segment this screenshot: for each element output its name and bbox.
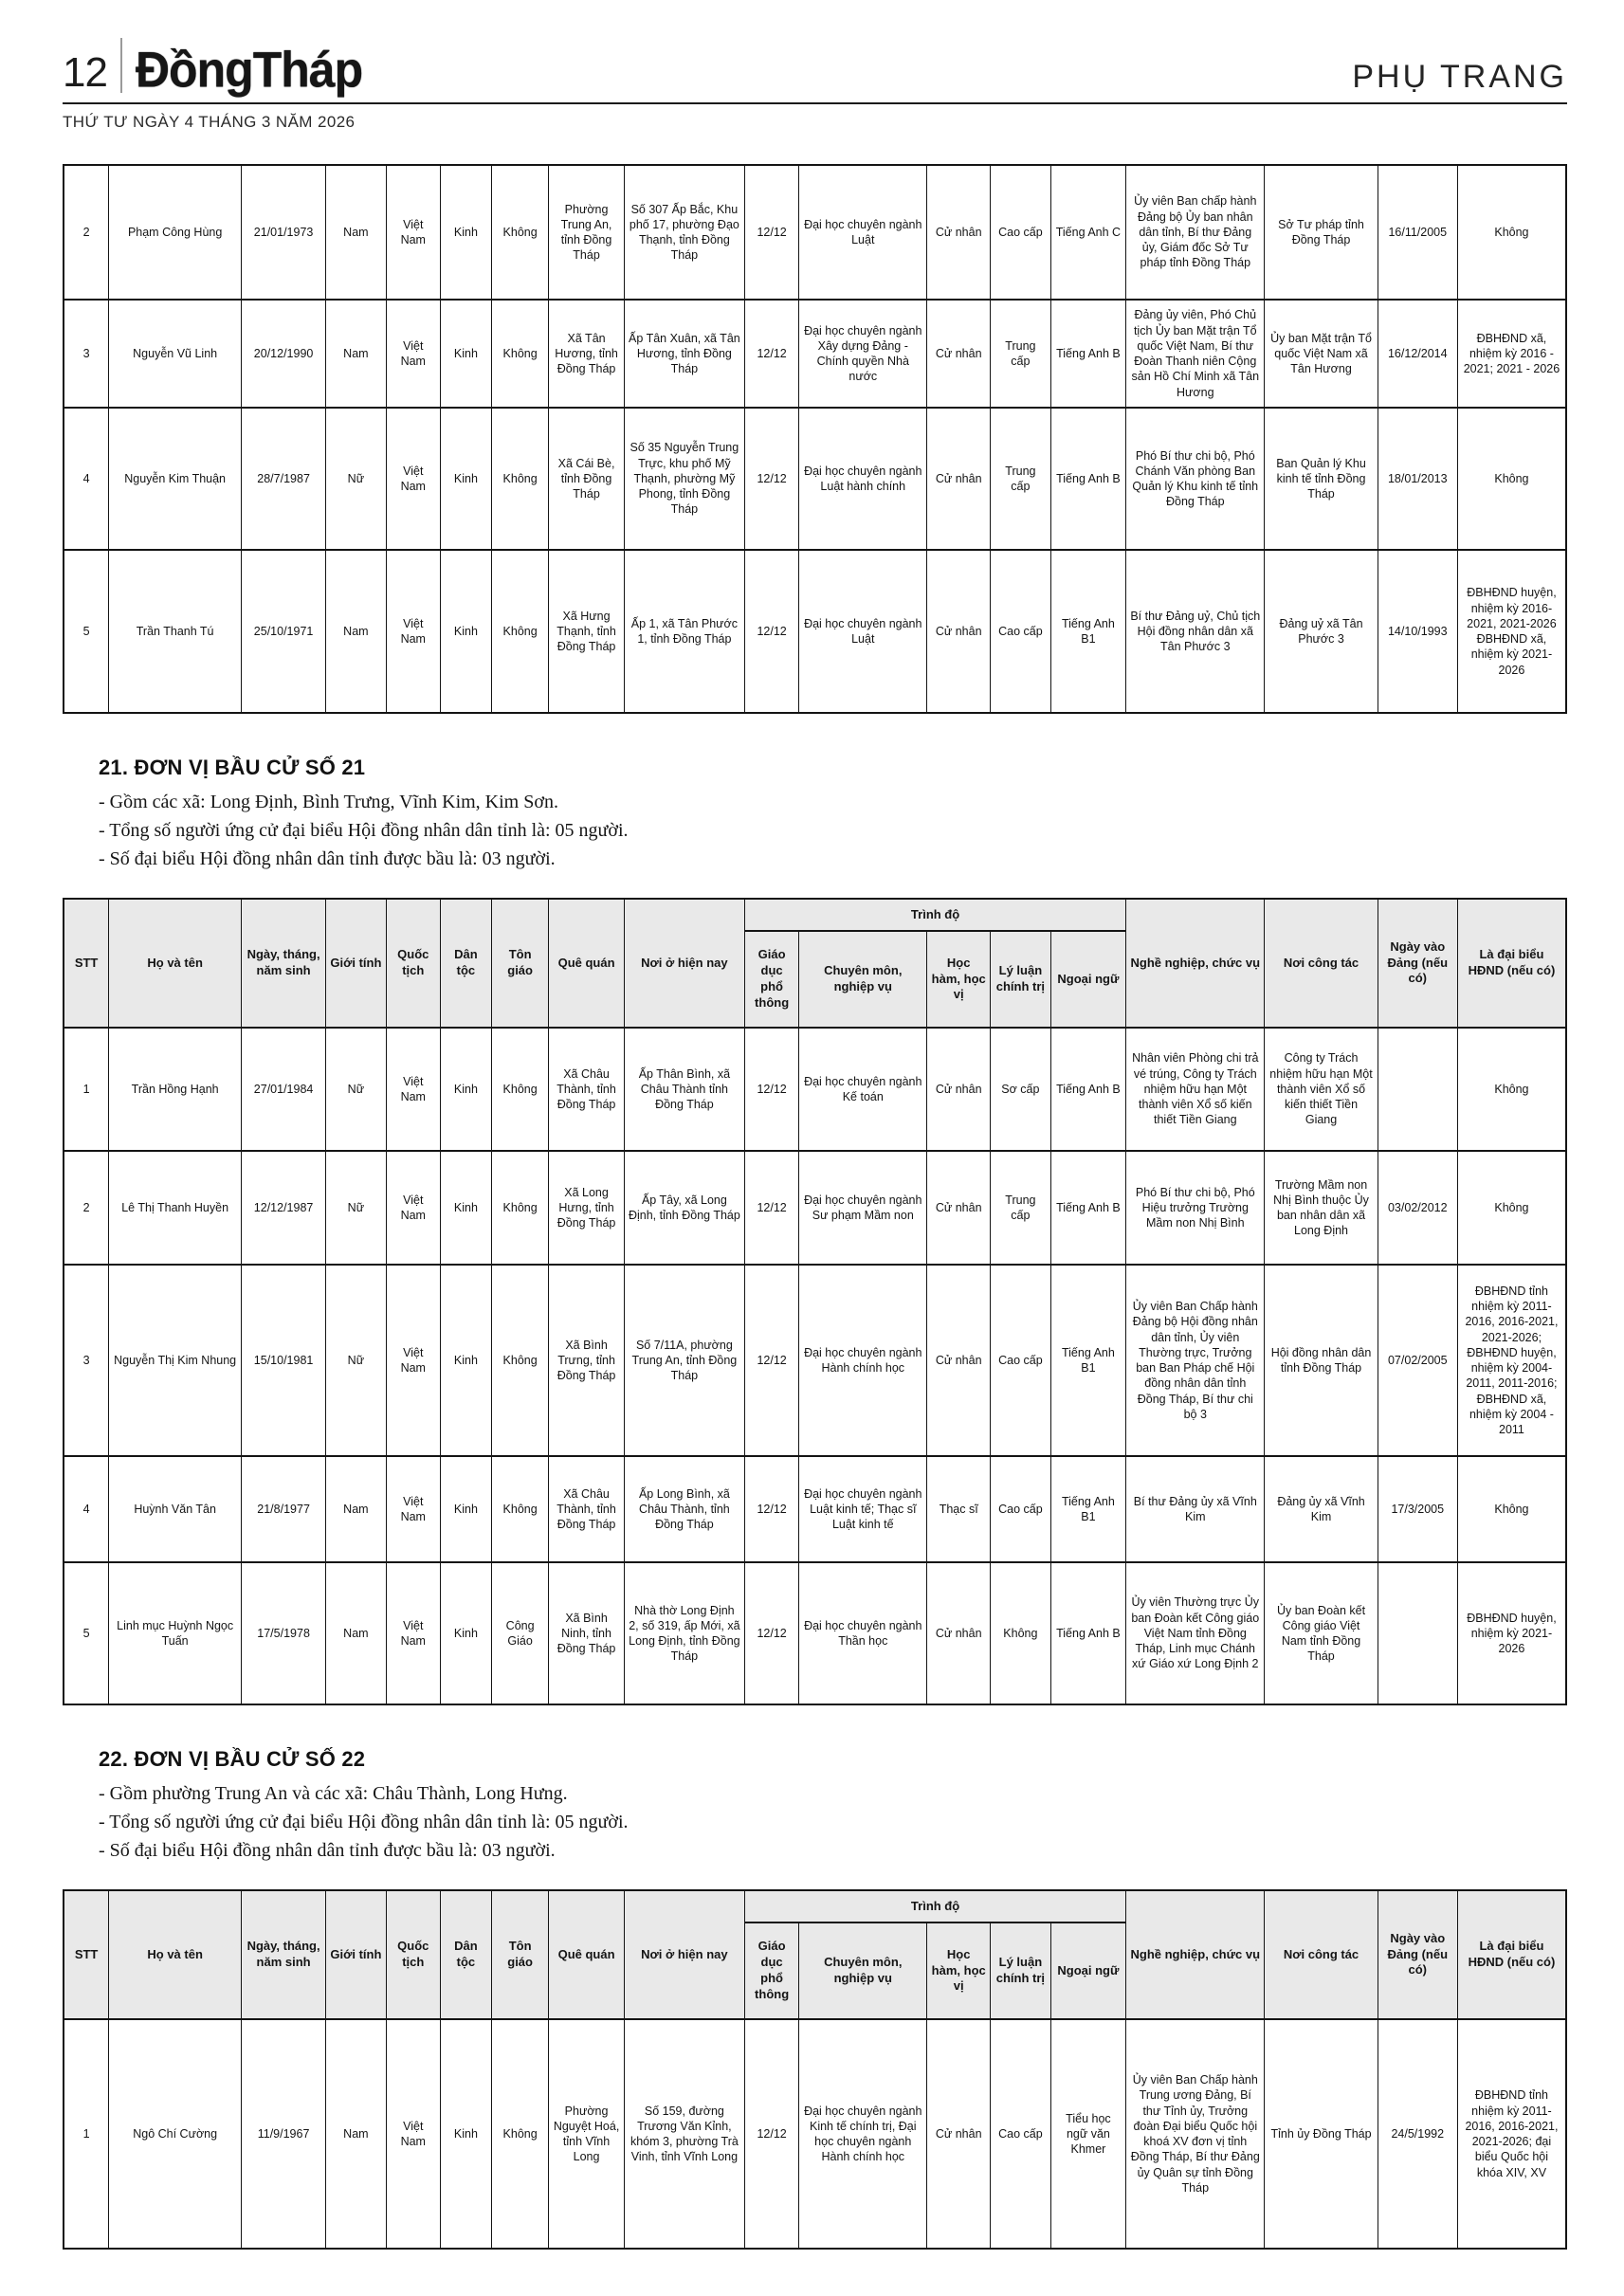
- table-cell: Không: [491, 300, 548, 408]
- issue-date: THỨ TƯ NGÀY 4 THÁNG 3 NĂM 2026: [63, 113, 356, 131]
- table-cell: Ấp Tân Xuân, xã Tân Hương, tỉnh Đồng Tháp: [624, 300, 744, 408]
- table-cell: Tỉnh ủy Đồng Tháp: [1265, 2019, 1378, 2249]
- table-cell: 12/12: [744, 1028, 798, 1151]
- table-row: [64, 300, 1566, 408]
- table-cell: Không: [491, 1028, 548, 1151]
- table-cell: Trung cấp: [991, 408, 1051, 550]
- table-cell: Nguyễn Kim Thuận: [109, 408, 242, 550]
- table-cell: ĐBHĐND xã, nhiệm kỳ 2016 - 2021; 2021 - 2026: [1457, 300, 1566, 408]
- table-cell: 18/01/2013: [1378, 408, 1457, 550]
- table-cell: Không: [491, 1456, 548, 1562]
- table-cell: 12/12: [744, 1562, 798, 1704]
- table-cell: Nam: [326, 550, 387, 713]
- table-cell: 5: [64, 1562, 109, 1704]
- table-cell: Kinh: [440, 550, 491, 713]
- section-21-title: 21. ĐƠN VỊ BẦU CỬ SỐ 21: [99, 756, 366, 779]
- column-header: Quốc tịch: [386, 1890, 440, 2019]
- table-cell: Việt Nam: [386, 2019, 440, 2249]
- table-cell: Ủy ban Mặt trận Tổ quốc Việt Nam xã Tân Hương: [1265, 300, 1378, 408]
- table-cell: Xã Châu Thành, tỉnh Đồng Tháp: [549, 1456, 624, 1562]
- unit-22-table-header: [64, 1890, 1566, 2019]
- table-cell: [1378, 1028, 1457, 1151]
- table-cell: Sơ cấp: [991, 1028, 1051, 1151]
- table-cell: Xã Bình Trưng, tỉnh Đồng Tháp: [549, 1265, 624, 1456]
- table-cell: Ngô Chí Cường: [109, 2019, 242, 2249]
- candidate-table-continued: [63, 164, 1567, 714]
- column-subheader: Ngoại ngữ: [1050, 1922, 1125, 2019]
- table-cell: Đại học chuyên ngành Luật: [799, 550, 927, 713]
- table-cell: Không: [1457, 1151, 1566, 1265]
- table-cell: 12/12: [744, 165, 798, 300]
- table-cell: ĐBHĐND tỉnh nhiệm kỳ 2011-2016, 2016-2021, 2021-2026; đại biểu Quốc hội khóa XIV, XV: [1457, 2019, 1566, 2249]
- section-21-bullet-candidates: - Tổng số người ứng cử đại biểu Hội đồng nhân dân tỉnh là: 05 người.: [99, 820, 629, 841]
- column-group-header: Trình độ: [744, 899, 1125, 931]
- table-row: [64, 1562, 1566, 1704]
- table-cell: Kinh: [440, 300, 491, 408]
- table-cell: ĐBHĐND huyện, nhiệm kỳ 2016-2021, 2021-2026 ĐBHĐND xã, nhiệm kỳ 2021-2026: [1457, 550, 1566, 713]
- table-cell: Không: [991, 1562, 1051, 1704]
- table-cell: 15/10/1981: [242, 1265, 326, 1456]
- table-cell: Không: [491, 2019, 548, 2249]
- table-cell: Nữ: [326, 408, 387, 550]
- unit-21-candidate-table: [63, 898, 1567, 1705]
- table-cell: Bí thư Đảng ủy xã Vĩnh Kim: [1126, 1456, 1265, 1562]
- section-22-bullet-seats: - Số đại biểu Hội đồng nhân dân tỉnh được bầu là: 03 người.: [99, 1840, 556, 1861]
- table-cell: Nhân viên Phòng chi trả vé trúng, Công ty Trách nhiệm hữu hạn Một thành viên Xổ số kiến thiết Tiền Giang: [1126, 1028, 1265, 1151]
- column-header: Dân tộc: [440, 899, 491, 1028]
- table-cell: Kinh: [440, 1151, 491, 1265]
- table-row: [64, 1456, 1566, 1562]
- table-cell: Kinh: [440, 1456, 491, 1562]
- table-cell: 07/02/2005: [1378, 1265, 1457, 1456]
- table-cell: Huỳnh Văn Tân: [109, 1456, 242, 1562]
- table-cell: ĐBHĐND tỉnh nhiệm kỳ 2011-2016, 2016-2021, 2021-2026; ĐBHĐND huyện, nhiệm kỳ 2004-2011, 2011-2016; ĐBHĐND xã, nhiệm kỳ 2004 - 2011: [1457, 1265, 1566, 1456]
- section-22-bullet-candidates: - Tổng số người ứng cử đại biểu Hội đồng nhân dân tỉnh là: 05 người.: [99, 1812, 629, 1832]
- section-21-bullet-seats: - Số đại biểu Hội đồng nhân dân tỉnh được bầu là: 03 người.: [99, 848, 556, 869]
- table-row: [64, 1028, 1566, 1151]
- table-cell: Tiếng Anh C: [1050, 165, 1125, 300]
- table-cell: Nữ: [326, 1151, 387, 1265]
- table-cell: Không: [491, 165, 548, 300]
- column-header: Nơi công tác: [1265, 899, 1378, 1028]
- table-cell: Phó Bí thư chi bộ, Phó Hiệu trưởng Trường Mầm non Nhị Bình: [1126, 1151, 1265, 1265]
- table-cell: Trung cấp: [991, 1151, 1051, 1265]
- table-cell: Xã Bình Ninh, tỉnh Đồng Tháp: [549, 1562, 624, 1704]
- table-cell: 21/01/1973: [242, 165, 326, 300]
- column-header: Nơi ở hiện nay: [624, 1890, 744, 2019]
- table-cell: Xã Châu Thành, tỉnh Đồng Tháp: [549, 1028, 624, 1151]
- table-cell: Số 159, đường Trương Văn Kỉnh, khóm 3, phường Trà Vinh, tỉnh Vĩnh Long: [624, 2019, 744, 2249]
- column-header: Là đại biểu HĐND (nếu có): [1457, 899, 1566, 1028]
- table-cell: Ấp 1, xã Tân Phước 1, tỉnh Đồng Tháp: [624, 550, 744, 713]
- column-subheader: Học hàm, học vị: [927, 1922, 991, 2019]
- table-cell: Không: [1457, 165, 1566, 300]
- table-cell: Việt Nam: [386, 1456, 440, 1562]
- table-cell: Linh mục Huỳnh Ngọc Tuấn: [109, 1562, 242, 1704]
- table-cell: Nguyễn Vũ Linh: [109, 300, 242, 408]
- column-header: Dân tộc: [440, 1890, 491, 2019]
- table-cell: Tiếng Anh B: [1050, 300, 1125, 408]
- table-cell: Tiếng Anh B: [1050, 1562, 1125, 1704]
- table-cell: Công Giáo: [491, 1562, 548, 1704]
- table-cell: 28/7/1987: [242, 408, 326, 550]
- table-cell: Hội đồng nhân dân tỉnh Đồng Tháp: [1265, 1265, 1378, 1456]
- unit-22-candidate-table: [63, 1889, 1567, 2250]
- table-cell: Tiểu học ngữ văn Khmer: [1050, 2019, 1125, 2249]
- brand-logo: ĐồngTháp: [135, 42, 363, 99]
- table-cell: Ủy viên Thường trực Ủy ban Đoàn kết Công giáo Việt Nam tỉnh Đồng Tháp, Linh mục Chánh xứ Giáo xứ Long Định 2: [1126, 1562, 1265, 1704]
- table-cell: Tiếng Anh B1: [1050, 1265, 1125, 1456]
- section-22-bullet-communes: - Gồm phường Trung An và các xã: Châu Thành, Long Hưng.: [99, 1783, 568, 1804]
- table-cell: Nữ: [326, 1028, 387, 1151]
- table-cell: Cử nhân: [927, 1151, 991, 1265]
- table-cell: 17/3/2005: [1378, 1456, 1457, 1562]
- column-subheader: Giáo dục phổ thông: [744, 931, 798, 1028]
- table-cell: Cử nhân: [927, 1562, 991, 1704]
- table-cell: Xã Long Hưng, tỉnh Đồng Tháp: [549, 1151, 624, 1265]
- table-cell: Nam: [326, 165, 387, 300]
- table-cell: 1: [64, 1028, 109, 1151]
- table-cell: 2: [64, 165, 109, 300]
- table-cell: Nữ: [326, 1265, 387, 1456]
- table-cell: Ủy ban Đoàn kết Công giáo Việt Nam tỉnh Đồng Tháp: [1265, 1562, 1378, 1704]
- table-cell: Trần Thanh Tú: [109, 550, 242, 713]
- table-cell: Sở Tư pháp tỉnh Đồng Tháp: [1265, 165, 1378, 300]
- table-cell: Số 307 Ấp Bắc, Khu phố 17, phường Đạo Thạnh, tỉnh Đồng Tháp: [624, 165, 744, 300]
- column-header: STT: [64, 899, 109, 1028]
- table-cell: Bí thư Đảng uỷ, Chủ tịch Hội đồng nhân dân xã Tân Phước 3: [1126, 550, 1265, 713]
- table-cell: Đại học chuyên ngành Kế toán: [799, 1028, 927, 1151]
- column-header: Giới tính: [326, 899, 387, 1028]
- table-cell: 12/12: [744, 408, 798, 550]
- table-cell: Đại học chuyên ngành Hành chính học: [799, 1265, 927, 1456]
- table-cell: 12/12/1987: [242, 1151, 326, 1265]
- table-cell: Việt Nam: [386, 1265, 440, 1456]
- table-cell: Không: [1457, 408, 1566, 550]
- table-cell: 27/01/1984: [242, 1028, 326, 1151]
- table-row: [64, 1265, 1566, 1456]
- table-cell: Đại học chuyên ngành Thần học: [799, 1562, 927, 1704]
- table-cell: Việt Nam: [386, 1562, 440, 1704]
- table-cell: Không: [1457, 1028, 1566, 1151]
- column-header: Ngày, tháng, năm sinh: [242, 899, 326, 1028]
- table-cell: Lê Thị Thanh Huyền: [109, 1151, 242, 1265]
- table-cell: Tiếng Anh B1: [1050, 550, 1125, 713]
- table-cell: Việt Nam: [386, 408, 440, 550]
- table-cell: Không: [491, 1151, 548, 1265]
- table-cell: Tiếng Anh B1: [1050, 1456, 1125, 1562]
- table-cell: Trung cấp: [991, 300, 1051, 408]
- section-21-bullet-communes: - Gồm các xã: Long Định, Bình Trưng, Vĩnh Kim, Kim Sơn.: [99, 792, 558, 812]
- table-cell: Trường Mầm non Nhị Bình thuộc Ủy ban nhân dân xã Long Định: [1265, 1151, 1378, 1265]
- unit-22-table-body: [64, 2019, 1566, 2249]
- table-cell: Phạm Công Hùng: [109, 165, 242, 300]
- table-cell: Cử nhân: [927, 408, 991, 550]
- masthead-left: [63, 38, 363, 99]
- table-cell: 12/12: [744, 2019, 798, 2249]
- table-cell: 12/12: [744, 1456, 798, 1562]
- table-cell: Đại học chuyên ngành Xây dựng Đảng - Chính quyền Nhà nước: [799, 300, 927, 408]
- table-cell: Kinh: [440, 408, 491, 550]
- column-header: Giới tính: [326, 1890, 387, 2019]
- table-row: [64, 2019, 1566, 2249]
- table-cell: Cao cấp: [991, 165, 1051, 300]
- table-cell: 5: [64, 550, 109, 713]
- table-row: [64, 1151, 1566, 1265]
- table-cell: Tiếng Anh B: [1050, 408, 1125, 550]
- table-cell: 14/10/1993: [1378, 550, 1457, 713]
- table-cell: Nam: [326, 300, 387, 408]
- column-group-header: Trình độ: [744, 1890, 1125, 1922]
- table-cell: Kinh: [440, 2019, 491, 2249]
- table-cell: Ấp Tây, xã Long Định, tỉnh Đồng Tháp: [624, 1151, 744, 1265]
- table-cell: 16/12/2014: [1378, 300, 1457, 408]
- table-cell: Trần Hồng Hạnh: [109, 1028, 242, 1151]
- table-cell: Xã Hưng Thạnh, tỉnh Đồng Tháp: [549, 550, 624, 713]
- column-header: Là đại biểu HĐND (nếu có): [1457, 1890, 1566, 2019]
- page-header: [63, 38, 1567, 132]
- column-subheader: Giáo dục phổ thông: [744, 1922, 798, 2019]
- table-cell: Không: [491, 1265, 548, 1456]
- table-cell: Đảng ủy viên, Phó Chủ tịch Ủy ban Mặt trận Tổ quốc Việt Nam, Bí thư Đoàn Thanh niên Cộng sản Hồ Chí Minh xã Tân Hương: [1126, 300, 1265, 408]
- table-cell: Việt Nam: [386, 1151, 440, 1265]
- table-cell: Cao cấp: [991, 1456, 1051, 1562]
- table-cell: Đại học chuyên ngành Luật kinh tế; Thạc sĩ Luật kinh tế: [799, 1456, 927, 1562]
- table-row: [64, 165, 1566, 300]
- unit-21-table-header: [64, 899, 1566, 1028]
- table-cell: Kinh: [440, 165, 491, 300]
- table-cell: Ấp Thân Bình, xã Châu Thành tỉnh Đồng Tháp: [624, 1028, 744, 1151]
- table-cell: Không: [1457, 1456, 1566, 1562]
- table-cell: Cử nhân: [927, 1265, 991, 1456]
- table-cell: Việt Nam: [386, 300, 440, 408]
- masthead-divider: [120, 38, 122, 93]
- table-cell: Cử nhân: [927, 550, 991, 713]
- table-cell: Đảng uỷ xã Tân Phước 3: [1265, 550, 1378, 713]
- table-cell: Kinh: [440, 1265, 491, 1456]
- table-cell: Đại học chuyên ngành Sư phạm Mầm non: [799, 1151, 927, 1265]
- table-cell: Ủy viên Ban Chấp hành Trung ương Đảng, Bí thư Tỉnh ủy, Trưởng đoàn Đại biểu Quốc hội khoá XV đơn vị tỉnh Đồng Tháp, Bí thư Đảng ủy Quân sự tỉnh Đồng Tháp: [1126, 2019, 1265, 2249]
- page-number: 12: [63, 49, 107, 97]
- table-cell: Nguyễn Thị Kim Nhung: [109, 1265, 242, 1456]
- table-cell: 3: [64, 300, 109, 408]
- table-cell: 17/5/1978: [242, 1562, 326, 1704]
- table-cell: Tiếng Anh B: [1050, 1151, 1125, 1265]
- table-cell: Cử nhân: [927, 2019, 991, 2249]
- table-cell: Nam: [326, 2019, 387, 2249]
- table-cell: 03/02/2012: [1378, 1151, 1457, 1265]
- column-header: Nơi công tác: [1265, 1890, 1378, 2019]
- column-subheader: Chuyên môn, nghiệp vụ: [799, 931, 927, 1028]
- column-subheader: Học hàm, học vị: [927, 931, 991, 1028]
- column-header: Tôn giáo: [491, 899, 548, 1028]
- table-cell: Kinh: [440, 1028, 491, 1151]
- column-header: Ngày vào Đảng (nếu có): [1378, 1890, 1457, 2019]
- table-cell: 21/8/1977: [242, 1456, 326, 1562]
- table-cell: Đại học chuyên ngành Kinh tế chính trị, Đại học chuyên ngành Hành chính học: [799, 2019, 927, 2249]
- table-cell: Không: [491, 408, 548, 550]
- table-cell: Xã Cái Bè, tỉnh Đồng Tháp: [549, 408, 624, 550]
- section-22-title: 22. ĐƠN VỊ BẦU CỬ SỐ 22: [99, 1747, 366, 1771]
- table-cell: 11/9/1967: [242, 2019, 326, 2249]
- table-cell: Nhà thờ Long Định 2, số 319, ấp Mới, xã Long Định, tỉnh Đồng Tháp: [624, 1562, 744, 1704]
- table-cell: Đại học chuyên ngành Luật hành chính: [799, 408, 927, 550]
- table-cell: Cao cấp: [991, 550, 1051, 713]
- table-cell: Việt Nam: [386, 1028, 440, 1151]
- table-cell: Ấp Long Bình, xã Châu Thành, tỉnh Đồng Tháp: [624, 1456, 744, 1562]
- column-header: Quốc tịch: [386, 899, 440, 1028]
- table-cell: Nam: [326, 1456, 387, 1562]
- table-cell: Phường Trung An, tỉnh Đồng Tháp: [549, 165, 624, 300]
- table-cell: 16/11/2005: [1378, 165, 1457, 300]
- table-cell: 24/5/1992: [1378, 2019, 1457, 2249]
- candidate-table-continued-body: [64, 165, 1566, 713]
- table-cell: Tiếng Anh B: [1050, 1028, 1125, 1151]
- table-cell: Nam: [326, 1562, 387, 1704]
- column-header: Quê quán: [549, 1890, 624, 2019]
- table-cell: Cử nhân: [927, 165, 991, 300]
- column-subheader: Lý luận chính trị: [991, 931, 1051, 1028]
- section-unit-21: [99, 756, 1567, 873]
- column-header: Ngày vào Đảng (nếu có): [1378, 899, 1457, 1028]
- column-subheader: Ngoại ngữ: [1050, 931, 1125, 1028]
- column-header: Quê quán: [549, 899, 624, 1028]
- table-cell: Cử nhân: [927, 1028, 991, 1151]
- column-header: Nghề nghiệp, chức vụ: [1126, 1890, 1265, 2019]
- column-header: Ngày, tháng, năm sinh: [242, 1890, 326, 2019]
- table-cell: Ủy viên Ban Chấp hành Đảng bộ Hội đồng nhân dân tỉnh, Ủy viên Thường trực, Trưởng ban Ban Pháp chế Hội đồng nhân dân tỉnh Đồng Tháp, Bí thư chi bộ 3: [1126, 1265, 1265, 1456]
- column-subheader: Chuyên môn, nghiệp vụ: [799, 1922, 927, 2019]
- column-header: STT: [64, 1890, 109, 2019]
- column-header: Tôn giáo: [491, 1890, 548, 2019]
- table-cell: Số 7/11A, phường Trung An, tỉnh Đồng Tháp: [624, 1265, 744, 1456]
- table-cell: [1378, 1562, 1457, 1704]
- column-header: Họ và tên: [109, 899, 242, 1028]
- column-subheader: Lý luận chính trị: [991, 1922, 1051, 2019]
- table-cell: Ban Quản lý Khu kinh tế tỉnh Đồng Tháp: [1265, 408, 1378, 550]
- table-cell: 12/12: [744, 1265, 798, 1456]
- table-row: [64, 408, 1566, 550]
- table-cell: 12/12: [744, 550, 798, 713]
- table-cell: 2: [64, 1151, 109, 1265]
- table-cell: Ủy viên Ban chấp hành Đảng bộ Ủy ban nhân dân tỉnh, Bí thư Đảng ủy, Giám đốc Sở Tư pháp tỉnh Đồng Tháp: [1126, 165, 1265, 300]
- table-cell: 1: [64, 2019, 109, 2249]
- header-row-top: [64, 899, 1566, 931]
- table-cell: Cao cấp: [991, 1265, 1051, 1456]
- supplement-title: PHỤ TRANG: [1352, 59, 1567, 95]
- table-cell: Cử nhân: [927, 300, 991, 408]
- table-cell: Cao cấp: [991, 2019, 1051, 2249]
- section-unit-22: [99, 1747, 1567, 1865]
- unit-21-table-body: [64, 1028, 1566, 1704]
- table-row: [64, 550, 1566, 713]
- table-cell: 3: [64, 1265, 109, 1456]
- table-cell: 20/12/1990: [242, 300, 326, 408]
- table-cell: Phường Nguyệt Hoá, tỉnh Vĩnh Long: [549, 2019, 624, 2249]
- table-cell: 4: [64, 1456, 109, 1562]
- table-cell: 12/12: [744, 300, 798, 408]
- table-cell: 25/10/1971: [242, 550, 326, 713]
- header-row-top: [64, 1890, 1566, 1922]
- table-cell: Đảng ủy xã Vĩnh Kim: [1265, 1456, 1378, 1562]
- table-cell: Thạc sĩ: [927, 1456, 991, 1562]
- table-cell: Phó Bí thư chi bộ, Phó Chánh Văn phòng Ban Quản lý Khu kinh tế tỉnh Đồng Tháp: [1126, 408, 1265, 550]
- table-cell: 12/12: [744, 1151, 798, 1265]
- table-cell: Việt Nam: [386, 165, 440, 300]
- column-header: Nơi ở hiện nay: [624, 899, 744, 1028]
- masthead: [63, 38, 1567, 99]
- table-cell: ĐBHĐND huyện, nhiệm kỳ 2021-2026: [1457, 1562, 1566, 1704]
- column-header: Nghề nghiệp, chức vụ: [1126, 899, 1265, 1028]
- table-cell: Số 35 Nguyễn Trung Trực, khu phố Mỹ Thạnh, phường Mỹ Phong, tỉnh Đồng Tháp: [624, 408, 744, 550]
- header-rule: [63, 102, 1567, 104]
- table-cell: Không: [491, 550, 548, 713]
- table-cell: Việt Nam: [386, 550, 440, 713]
- column-header: Họ và tên: [109, 1890, 242, 2019]
- table-cell: Công ty Trách nhiệm hữu hạn Một thành viên Xổ số kiến thiết Tiền Giang: [1265, 1028, 1378, 1151]
- table-cell: Kinh: [440, 1562, 491, 1704]
- table-cell: Đại học chuyên ngành Luật: [799, 165, 927, 300]
- table-cell: 4: [64, 408, 109, 550]
- table-cell: Xã Tân Hương, tỉnh Đồng Tháp: [549, 300, 624, 408]
